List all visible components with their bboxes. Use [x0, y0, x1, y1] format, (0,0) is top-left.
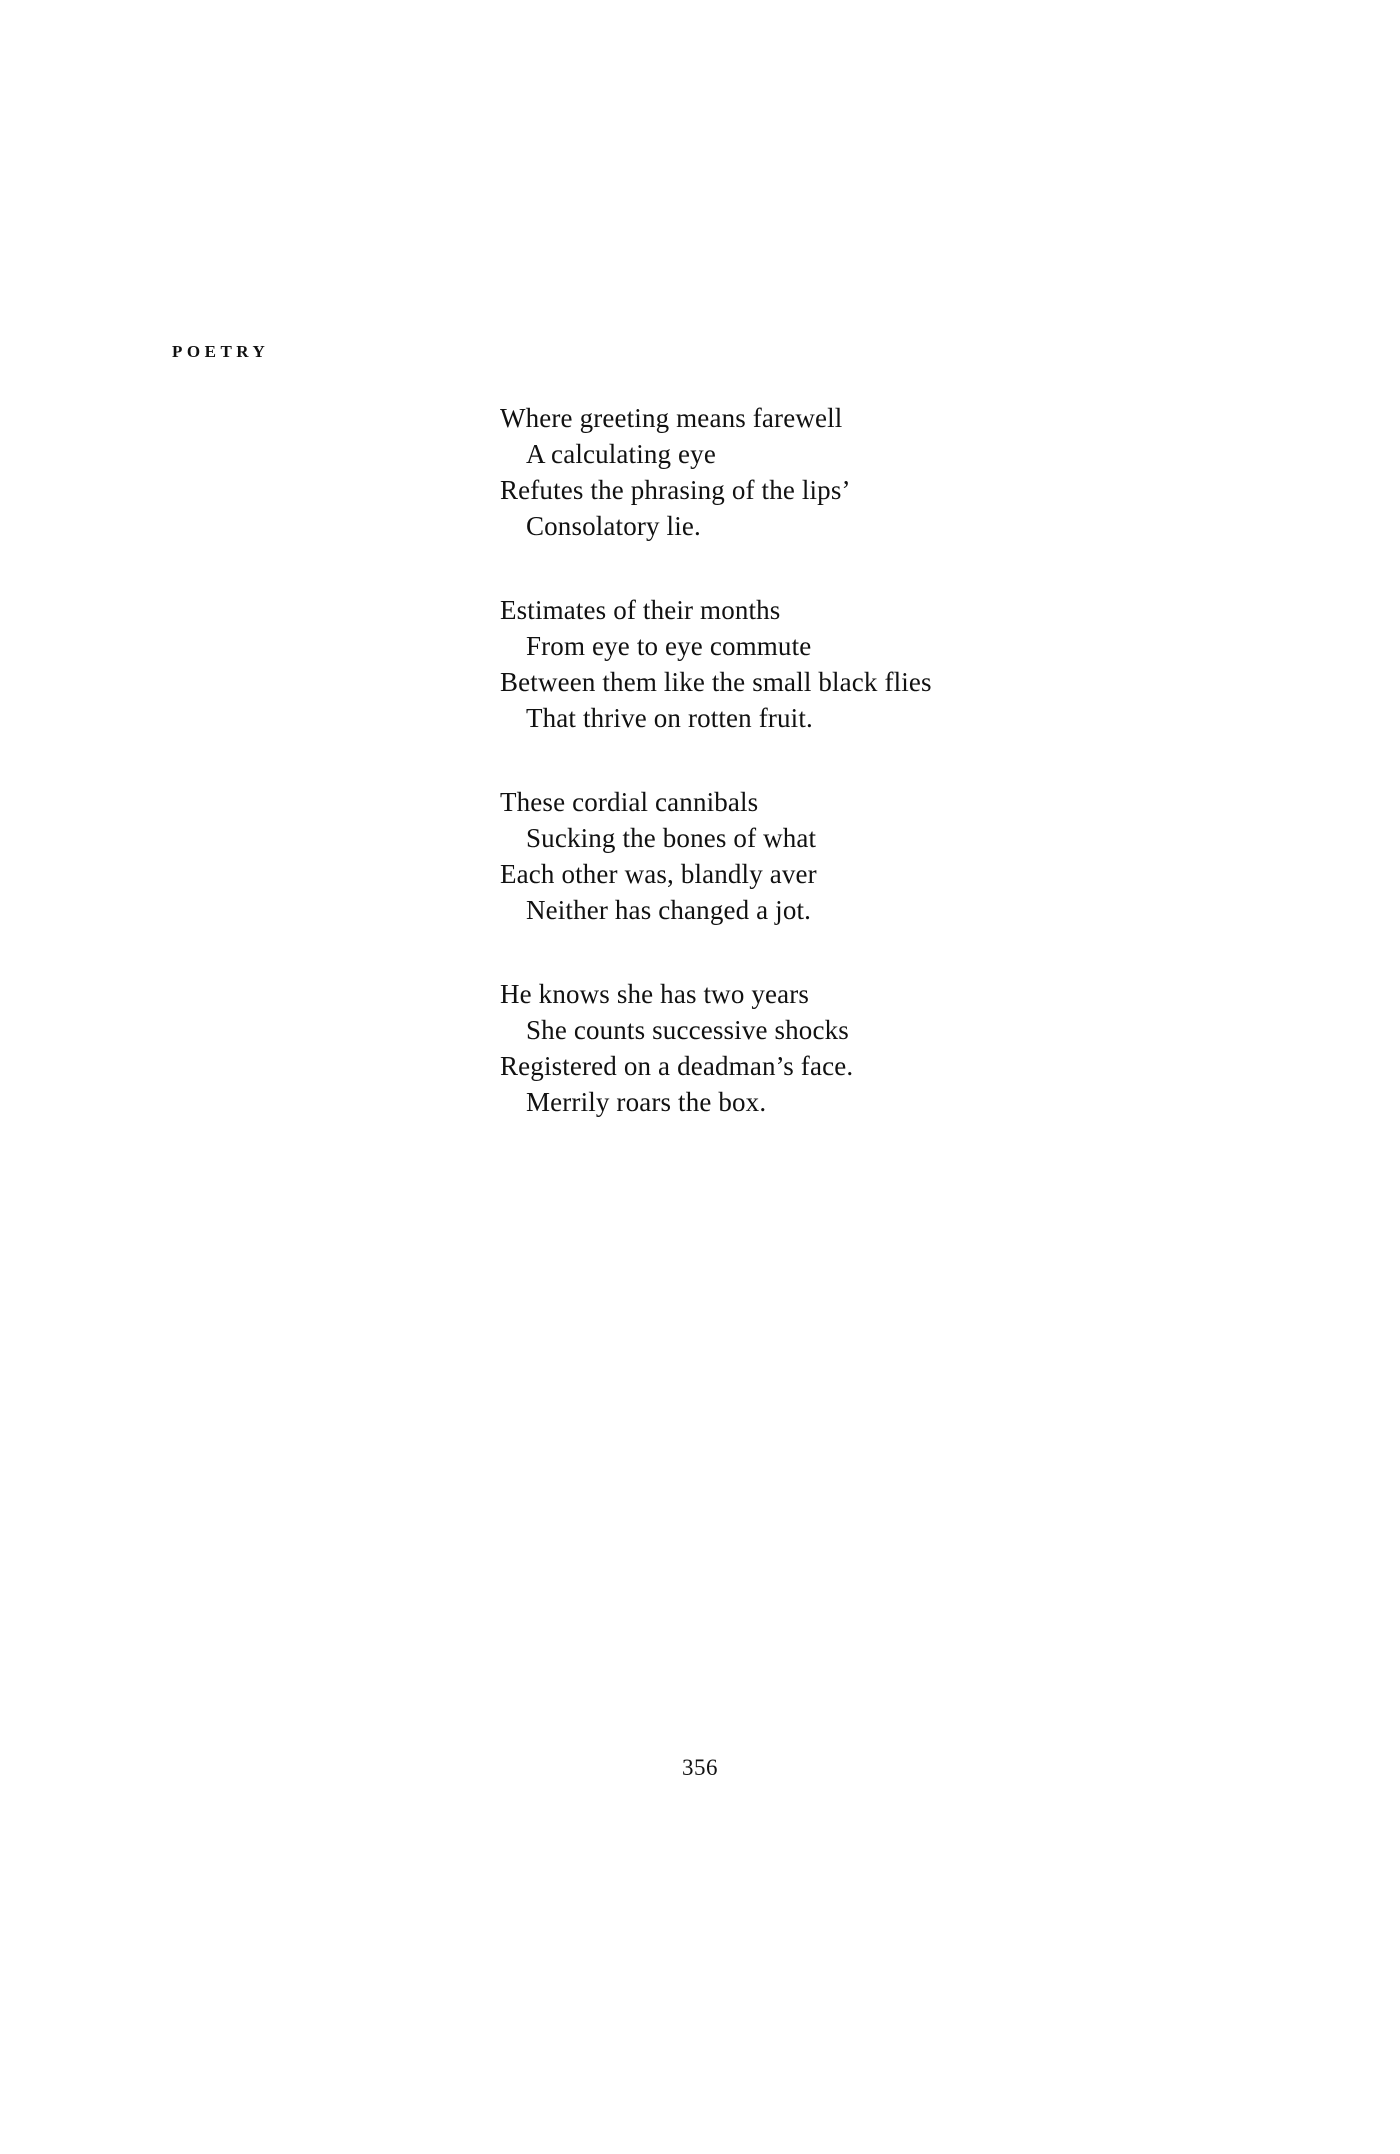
poem-line: That thrive on rotten fruit. — [526, 703, 813, 733]
poem-line: He knows she has two years — [500, 979, 810, 1009]
running-head: POETRY — [172, 342, 270, 361]
page-number: 356 — [682, 1755, 718, 1780]
poem-line: Sucking the bones of what — [526, 823, 817, 853]
poem-line: Each other was, blandly aver — [500, 859, 817, 889]
stanza — [500, 976, 1060, 1120]
stanza — [500, 400, 1060, 544]
poem-body — [500, 400, 1060, 1120]
poem-line: Where greeting means farewell — [500, 403, 843, 433]
poem-line: A calculating eye — [526, 439, 716, 469]
poem-line: Neither has changed a jot. — [526, 895, 812, 925]
poem-line: Between them like the small black flies — [500, 667, 932, 697]
poem-line: These cordial cannibals — [500, 787, 759, 817]
stanza — [500, 592, 1060, 736]
poem-line: Refutes the phrasing of the lips’ — [500, 475, 851, 505]
poem-line: Estimates of their months — [500, 595, 781, 625]
poem-line: Registered on a deadman’s face. — [500, 1051, 854, 1081]
stanza — [500, 784, 1060, 928]
poem-line: Merrily roars the box. — [526, 1087, 767, 1117]
poem-line: From eye to eye commute — [526, 631, 812, 661]
poem-line: She counts successive shocks — [526, 1015, 849, 1045]
poem-line: Consolatory lie. — [526, 511, 701, 541]
